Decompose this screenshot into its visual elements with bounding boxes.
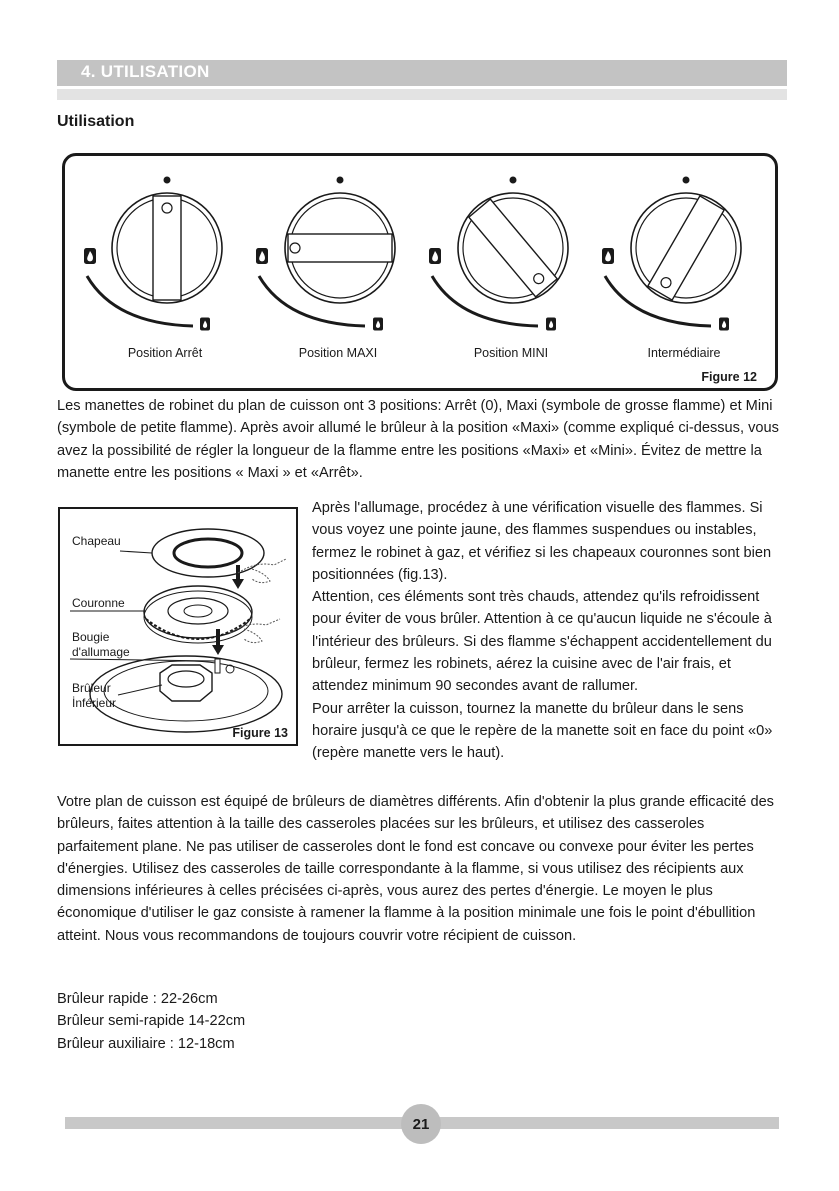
knob-label-intermediate: Intermédiaire bbox=[647, 346, 721, 360]
burner-size-list bbox=[57, 988, 245, 1055]
knob-maxi bbox=[256, 177, 395, 331]
spec-rapide: Brûleur rapide : 22-26cm bbox=[57, 991, 218, 1007]
label-bougie-line1: Bougie bbox=[72, 630, 110, 644]
section-underline bbox=[57, 89, 787, 100]
label-chapeau: Chapeau bbox=[72, 534, 121, 548]
paragraph-pan-sizes: Votre plan de cuisson est équipé de brûleurs de diamètres différents. Afin d'obtenir la plus grande efficacité des brûleurs, faites attention à la taille des casseroles placées sur les brûleurs, et utilisez des casseroles parfaitement plane. Ne pas utiliser de casseroles dont le fond est concave ou convexe pour éviter les pertes d'énergies. Utilisez des casseroles de taille correspondante à la flamme, si vous utilisez des récipients aux dimensions inférieures à celles précisées ci-après, vous aurez des pertes d'énergie. Le moyen le plus économique d'utiliser le gaz consiste à ramener la flamme à la position minimale une fois le point d'ébullition atteint. Nous vous recommandons de toujours couvrir votre récipient de cuisson. bbox=[57, 794, 774, 944]
paragraph-attention: Attention, ces éléments sont très chauds, attendez qu'ils refroidissent pour éviter de vous brûler. Attention à ce qu'aucun liquide ne s'écoule à l'intérieur des brûleurs. Si des flamme s'échappent accidentellement du brûleur, fermez les robinets, aérez la cuisine avec de l'air frais, et attendez minimum 90 secondes avant de rallumer. bbox=[312, 589, 772, 695]
label-bruleur-line2: İnférieur bbox=[72, 696, 117, 710]
knob-label-mini: Position MINI bbox=[473, 346, 549, 360]
figure-12-knob-positions bbox=[62, 153, 778, 391]
figure-12-caption: Figure 12 bbox=[701, 370, 757, 384]
label-bruleur bbox=[72, 681, 116, 711]
section-header-bar bbox=[57, 60, 787, 86]
spec-auxiliaire: Brûleur auxiliaire : 12-18cm bbox=[57, 1035, 235, 1052]
label-bougie bbox=[72, 630, 130, 660]
knob-mini bbox=[429, 177, 568, 331]
label-bruleur-line1: Brûleur bbox=[72, 681, 111, 695]
label-bougie-line2: d'allumage bbox=[72, 645, 130, 659]
section-title: 4. UTILISATION bbox=[81, 62, 210, 81]
knob-label-off: Position Arrêt bbox=[127, 346, 203, 360]
spec-semi-rapide: Brûleur semi-rapide 14-22cm bbox=[57, 1013, 246, 1030]
label-couronne: Couronne bbox=[72, 596, 125, 610]
paragraph-flame-check-block bbox=[312, 497, 787, 765]
paragraph-knob-positions: Les manettes de robinet du plan de cuisson ont 3 positions: Arrêt (0), Maxi (symbole de grosse flamme) et Mini (symbole de petite flamme). Après avoir allumé le brûleur à la position «Maxi» (comme expliqué ci-dessus, vous avez la possibilité de régler la longueur de la flamme entre les positions «Maxi» et «Mini». Évitez de mettre la manette entre les positions « Maxi » et «Arrêt». bbox=[57, 398, 779, 481]
knob-label-maxi: Position MAXI bbox=[298, 346, 378, 360]
page-number: 21 bbox=[401, 1104, 441, 1144]
paragraph-stop-cooking: Pour arrêter la cuisson, tournez la manette du brûleur dans le sens horaire jusqu'à ce que le repère de la manette soit en face du point «0» (repère manette vers le haut). bbox=[312, 700, 773, 762]
knob-intermediate bbox=[602, 177, 741, 331]
page-heading: Utilisation bbox=[57, 113, 135, 130]
figure-13-burner-parts bbox=[58, 507, 298, 746]
paragraph-flame-check: Après l'allumage, procédez à une vérification visuelle des flammes. Si vous voyez une pointe jaune, des flammes suspendues ou instables, fermez le robinet à gaz, et vérifiez si les chapeaux couronnes sont bien positionnées (fig.13). bbox=[312, 500, 772, 583]
knob-off bbox=[84, 177, 222, 331]
figure-13-caption: Figure 13 bbox=[232, 726, 288, 740]
